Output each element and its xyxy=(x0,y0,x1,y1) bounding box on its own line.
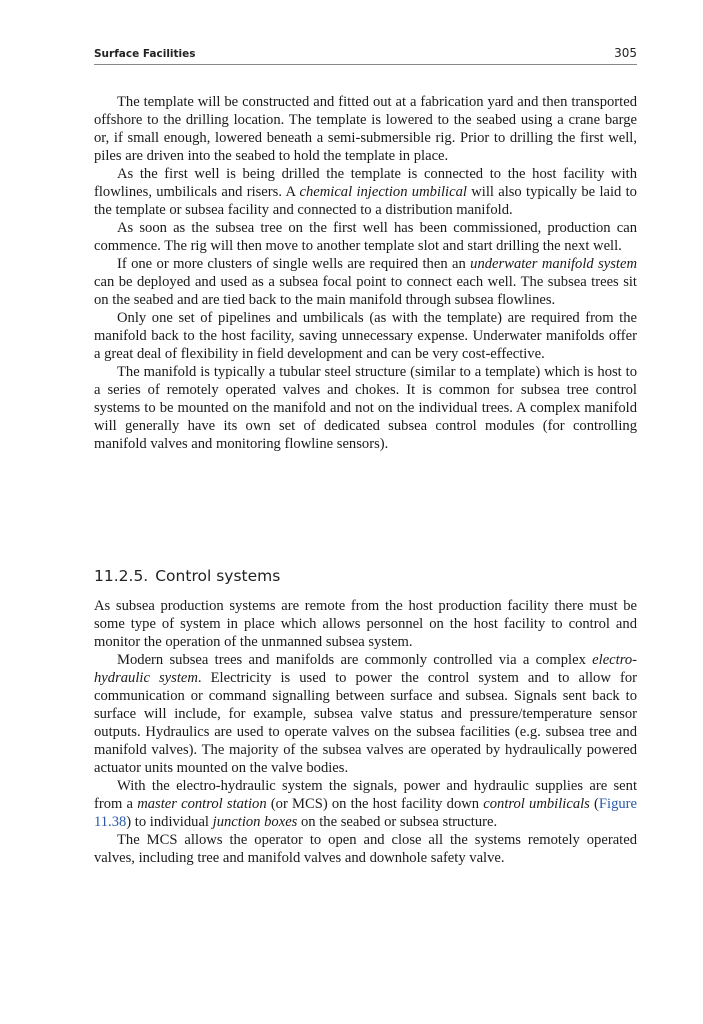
paragraph: Only one set of pipelines and umbilicals (as with the template) are required from the manifold back to the host facility, saving unnecessary expense. Underwater manifolds offer a great deal of flexibility in field development and can be very cost-effective. xyxy=(94,310,637,362)
italic-term: underwater manifold system xyxy=(470,256,637,272)
paragraph: Modern subsea trees and manifolds are commonly controlled via a complex electro-hydraulic system. Electricity is used to power the control system and to allow for communication or command signalling between surface and subsea. Signals sent back to surface will include, for example, subsea valve status and pressure/temperature sensor outputs. Hydraulics are used to operate valves on the subsea facilities (e.g. subsea tree and manifold valves). The majority of the subsea valves are operated by hydraulically powered actuator units mounted on the valve bodies. xyxy=(94,652,637,776)
paragraph: The manifold is typically a tubular steel structure (similar to a template) which is host to a series of remotely operated valves and chokes. It is common for subsea tree control systems to be mounted on the manifold and not on the individual trees. A complex manifold will generally have its own set of dedicated subsea control modules (for controlling manifold valves and monitoring flowline sensors). xyxy=(94,364,637,452)
section-number: 11.2.5. xyxy=(94,567,149,585)
italic-term: master control station xyxy=(137,796,267,812)
italic-term: control umbilicals xyxy=(483,796,590,812)
running-title: Surface Facilities xyxy=(94,48,196,60)
section-title: Control systems xyxy=(155,567,281,585)
paragraph: As subsea production systems are remote from the host production facility there must be some type of system in place which allows personnel on the host facility to control and monitor the operation of the unmanned subsea system. xyxy=(94,598,637,650)
body-text-block-1 xyxy=(94,93,637,453)
running-header xyxy=(94,46,637,65)
paragraph: The template will be constructed and fitted out at a fabrication yard and then transported offshore to the drilling location. The template is lowered to the seabed using a crane barge or, if small enough, lowered beneath a semi-submersible rig. Prior to drilling the first well, piles are driven into the seabed to hold the template in place. xyxy=(94,94,637,164)
body-text-block-2 xyxy=(94,597,637,867)
italic-term: electro-hydraulic system xyxy=(94,652,637,686)
figure-link[interactable]: Figure 11.38 xyxy=(94,796,638,830)
paragraph: The MCS allows the operator to open and close all the systems remotely operated valves, including tree and manifold valves and downhole safety valve. xyxy=(94,832,637,866)
page-number: 305 xyxy=(614,46,637,60)
section-heading xyxy=(94,567,280,585)
paragraph: As soon as the subsea tree on the first well has been commissioned, production can commence. The rig will then move to another template slot and start drilling the next well. xyxy=(94,220,637,254)
italic-term: junction boxes xyxy=(212,814,298,830)
italic-term: chemical injection umbilical xyxy=(299,184,467,200)
paragraph: If one or more clusters of single wells are required then an underwater manifold system can be deployed and used as a subsea focal point to connect each well. The subsea trees sit on the seabed and are tied back to the main manifold through subsea flowlines. xyxy=(94,256,637,308)
paragraph: As the first well is being drilled the template is connected to the host facility with flowlines, umbilicals and risers. A chemical injection umbilical will also typically be laid to the template or subsea facility and connected to a distribution manifold. xyxy=(94,166,637,218)
paragraph: With the electro-hydraulic system the signals, power and hydraulic supplies are sent from a master control station (or MCS) on the host facility down control umbilicals (Figure 11.38) to individual junction boxes on the seabed or subsea structure. xyxy=(94,778,638,830)
